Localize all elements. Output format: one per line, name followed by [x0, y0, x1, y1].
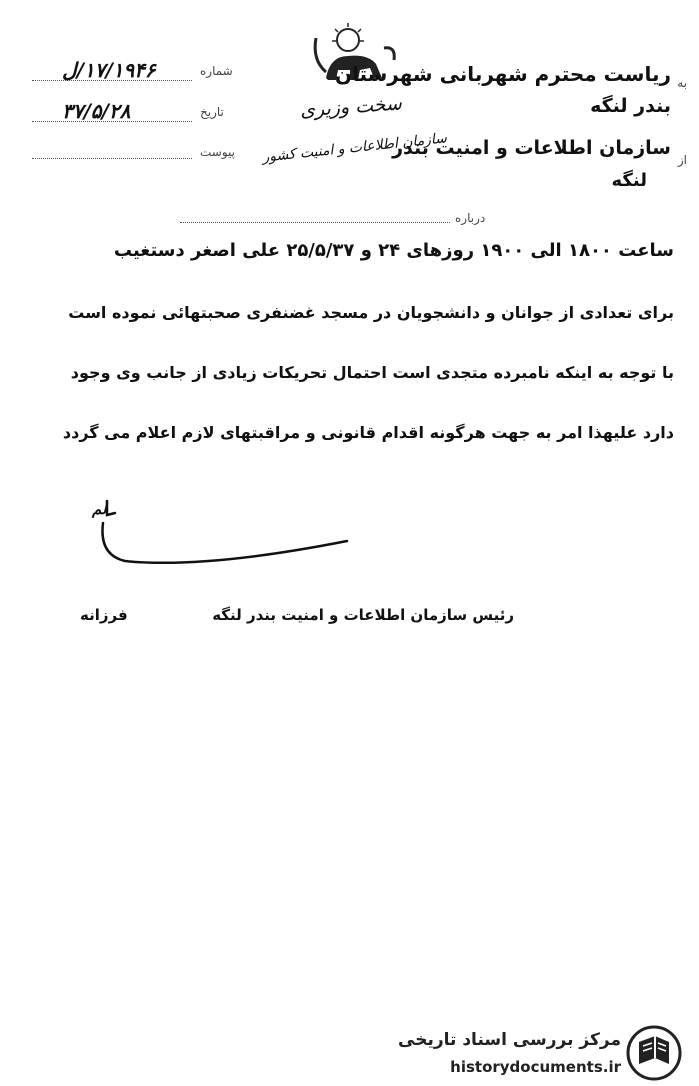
- sender-line-1: سازمان اطلاعات و امنیت بندر: [392, 137, 671, 159]
- recipient-line-1: ریاست محترم شهربانی شهرستان: [334, 62, 671, 86]
- signature-mark: لم: [92, 500, 107, 518]
- stamp-line-1: سخت وزیری: [299, 92, 403, 122]
- watermark-logo-icon: [625, 1024, 683, 1082]
- peyvast-label: پیوست: [200, 145, 235, 159]
- darbare-dotted-line: [180, 222, 450, 223]
- body-line-3: با توجه به اینکه نامبرده متجدی است احتمال تحریکات زیادی از جانب وی وجود: [70, 363, 674, 382]
- watermark-title: مرکز بررسی اسناد تاریخی: [398, 1030, 621, 1050]
- tarikh-label: تاریخ: [200, 105, 224, 119]
- recipient-line-2: بندر لنگه: [590, 95, 671, 117]
- watermark-url: historydocuments.ir: [450, 1058, 621, 1076]
- signature-name: فرزانه: [80, 606, 128, 624]
- sender-line-2: لنگه: [611, 170, 647, 191]
- shomare-value: ۱۷/۱۹۴۶/ل: [62, 58, 156, 82]
- darbare-label: درباره: [455, 211, 486, 225]
- body-line-4: دارد علیهذا امر به جهت هرگونه اقدام قانونی و مراقبتهای لازم اعلام می گردد: [62, 423, 674, 442]
- stamp-line-2: سازمان اطلاعات و امنیت کشور: [261, 130, 448, 166]
- body-line-2: برای تعدادی از جوانان و دانشجویان در مسجد غضنفری صحبتهائی نموده است: [68, 303, 674, 322]
- peyvast-dotted-line: [32, 158, 192, 159]
- handwritten-signature: [85, 495, 355, 575]
- body-line-1: ساعت ۱۸۰۰ الی ۱۹۰۰ روزهای ۲۴ و ۲۵/۵/۳۷ علی اصغر دستغیب: [113, 240, 674, 261]
- be-label: به: [677, 76, 687, 90]
- signature-title: رئیس سازمان اطلاعات و امنیت بندر لنگه: [212, 606, 514, 624]
- shomare-label: شماره: [200, 64, 233, 78]
- tarikh-value: ۳۷/۵/۲۸: [62, 99, 131, 123]
- az-label: از: [677, 153, 687, 167]
